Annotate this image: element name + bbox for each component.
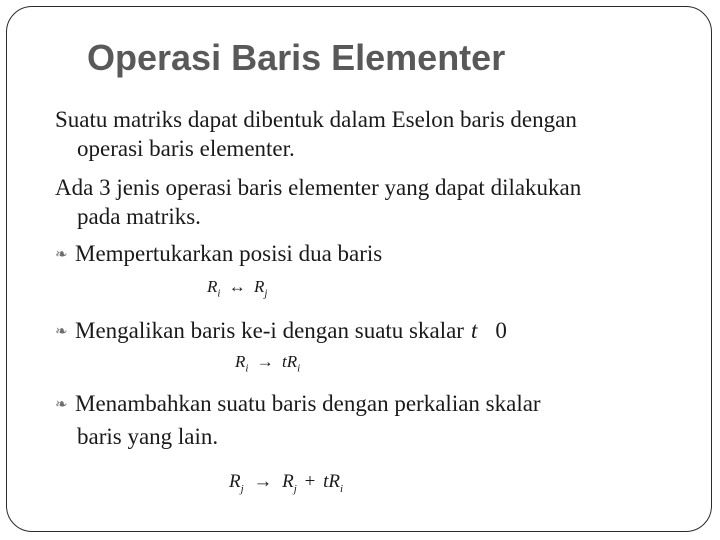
page-flip-bullet-icon: ❧ (55, 247, 68, 263)
page-flip-bullet-icon: ❧ (55, 397, 68, 413)
operation-3-text-line-2: baris yang lain. (77, 424, 219, 449)
operation-3-formula: $R_j \to R_j + tR_i$ (229, 471, 344, 495)
operation-1-formula: $R_i$ ↔ $R_j$ (207, 277, 268, 300)
operation-1 (55, 239, 382, 272)
slide-frame (6, 6, 712, 532)
operation-2 (55, 316, 507, 349)
paragraph-1-line-2: operasi baris elementer. (77, 136, 295, 161)
paragraph-2-line-2: pada matriks. (77, 204, 201, 229)
operation-2-text: Mengalikan baris ke-i dengan suatu skalar (75, 318, 464, 343)
operation-2-formula: $R_i \to tR_i$ (235, 352, 301, 375)
right-arrow-icon: → (253, 471, 273, 492)
swap-arrow-icon: ↔ (228, 277, 246, 296)
slide-title: Operasi Baris Elementer (87, 37, 506, 78)
paragraph-2 (55, 173, 581, 231)
paragraph-1 (55, 105, 577, 163)
page-flip-bullet-icon: ❧ (55, 324, 68, 340)
right-arrow-icon: → (256, 352, 274, 371)
scalar-variable: t (470, 318, 478, 343)
paragraph-2-line-1: Ada 3 jenis operasi baris elementer yang dapat dilakukan (55, 175, 582, 200)
operation-3 (55, 389, 541, 451)
operation-1-text: Mempertukarkan posisi dua baris (75, 241, 383, 266)
paragraph-1-line-1: Suatu matriks dapat dibentuk dalam Eselon baris dengan (55, 107, 577, 132)
operation-3-text-line-1: Menambahkan suatu baris dengan perkalian skalar (75, 391, 541, 416)
scalar-value: 0 (495, 318, 507, 343)
